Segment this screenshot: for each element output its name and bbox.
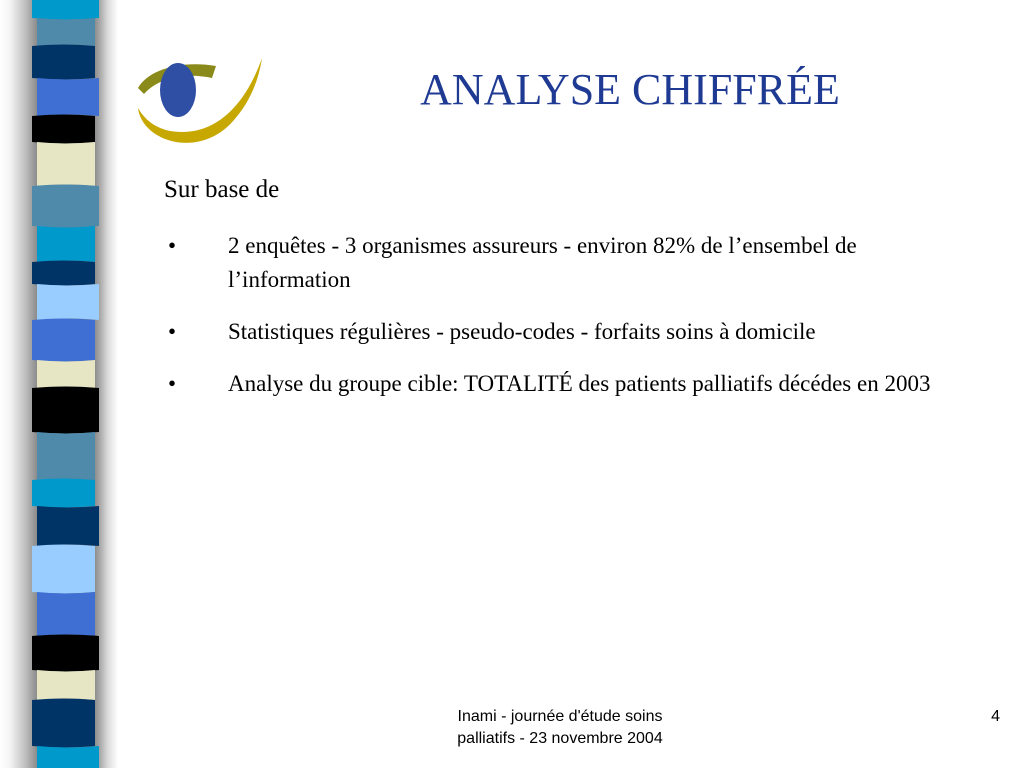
strip-segment [37,506,99,546]
strip-segment [32,185,99,228]
bullet-text: Statistiques régulières - pseudo-codes - forfaits soins à domicile [228,319,816,344]
decorative-color-strip [0,0,118,768]
strip-segment [37,142,95,186]
bullet-item [164,315,984,349]
strip-segment [32,479,95,508]
strip-segment [37,432,95,480]
strip-segment [32,115,95,144]
strip-segment [37,284,99,320]
strip-segment [37,592,95,636]
strip-segment [32,699,95,748]
strip-segment [37,18,95,46]
logo-blue-eye [160,63,196,117]
strip-segment [37,670,95,700]
strip-segment [32,0,99,20]
strip-segment [32,261,95,286]
bullet-list [164,229,984,419]
strip-segment [32,545,95,594]
bullet-marker: • [168,233,177,258]
bullet-marker: • [168,371,177,396]
strip-segment [32,45,95,80]
strip-segment [37,226,95,262]
footer-line: palliatifs - 23 novembre 2004 [457,730,663,747]
page-number: 4 [991,708,1000,725]
strip-segment [37,746,99,768]
footer-text [400,706,720,750]
strip-segment [37,360,95,388]
bullet-text: 2 enquêtes - 3 organismes assureurs - environ 82% de l’ensembel de l’information [228,233,857,292]
bullet-marker: • [168,319,177,344]
strip-segment [32,319,95,362]
bullet-item [164,229,984,297]
bullet-item [164,367,984,401]
strip-segment [32,387,99,434]
strip-segment [37,78,99,116]
slide-title: ANALYSE CHIFFRÉE [420,65,840,114]
strip-segment [32,635,99,672]
intro-text: Sur base de [164,176,280,203]
footer-line: Inami - journée d'étude soins [457,708,663,725]
bullet-text: Analyse du groupe cible: TOTALITÉ des patients palliatifs décédes en 2003 [228,371,931,396]
inami-logo [130,50,270,155]
